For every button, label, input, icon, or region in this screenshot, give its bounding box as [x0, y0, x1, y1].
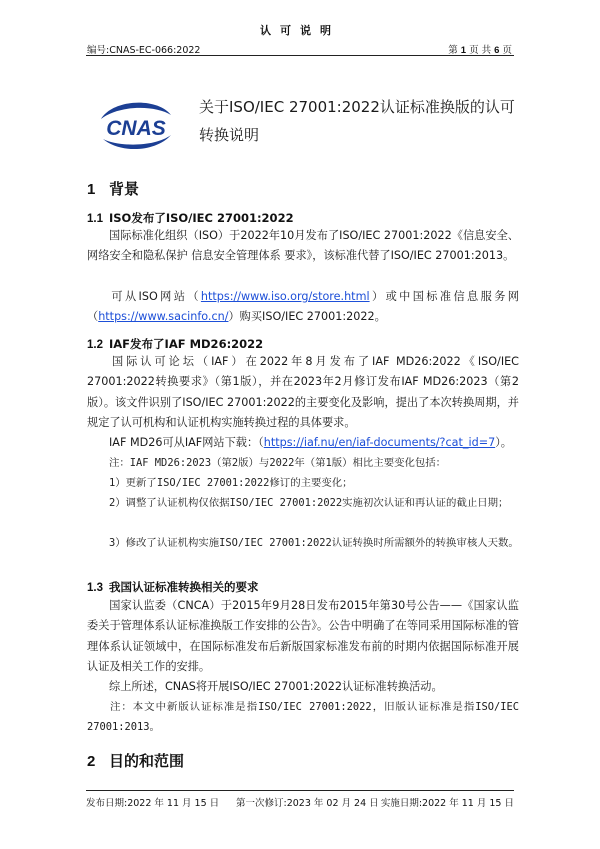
footer-issue-date: 发布日期:2022 年 11 月 15 日	[86, 798, 220, 809]
note-item: 2）调整了认证机构仅依据ISO/IEC 27001:2022实施初次认证和再认证的截止日期；	[109, 497, 509, 509]
section-1-3-note: 注：本文中新版认证标准是指ISO/IEC 27001:2022，旧版认证标准是指ISO/IEC 27001:2013。	[87, 701, 519, 734]
note-item: 3）修改了认证机构实施ISO/IEC 27001:2022认证转换时所需额外的转换审核人天数。	[109, 537, 519, 549]
page-indicator: 第 1 页 共 6 页	[448, 45, 512, 56]
footer-revision-date: 第一次修订:2023 年 02 月 24 日	[236, 798, 379, 809]
header-divider	[86, 55, 514, 56]
sacinfo-link[interactable]: https://www.sacinfo.cn/	[98, 310, 229, 324]
logo-text: CNAS	[106, 117, 166, 140]
section-1-heading: 1 背景	[87, 180, 140, 198]
page-total: 6	[494, 45, 500, 56]
section-1-2-note: 注：IAF MD26:2023（第2版）与2022年（第1版）相比主要变化包括：	[109, 457, 447, 469]
iaf-documents-link[interactable]: https://iaf.nu/en/iaf-documents/?cat_id=7	[263, 436, 496, 449]
section-1-2-paragraph-1: 国际认可论坛（IAF）在2022年8月发布了IAF MD26:2022《ISO/IEC 27001:2022转换要求》（第1版），并在2023年2月修订发布IAF MD26:2023（第2版）。该文件识别了ISO/IEC 27001:2022的主要变化及影响，提出了本次转换周期，并规定了认可机构和认证机构实施转换过程的具体要求。	[87, 355, 519, 430]
footer-implementation-date: 实施日期:2022 年 11 月 15 日	[380, 798, 514, 809]
document-title: 关于ISO/IEC 27001:2022认证标准换版的认可转换说明	[199, 98, 515, 144]
document-number: 编号:CNAS-EC-066:2022	[87, 45, 201, 56]
section-1-1-paragraph-2: 可从ISO网站（https://www.iso.org/store.html）或中国标准信息服务网（https://www.sacinfo.cn/）购买ISO/IEC 27001:2022。	[87, 290, 519, 324]
section-1-2-paragraph-2: IAF MD26可从IAF网站下载：（https://iaf.nu/en/iaf-documents/?cat_id=7）。	[109, 436, 512, 449]
section-1-1-heading: 1.1 ISO发布了ISO/IEC 27001:2022	[87, 211, 294, 225]
section-1-2-heading: 1.2 IAF发布了IAF MD26:2022	[87, 337, 264, 351]
header-title: 认可说明	[260, 24, 340, 37]
footer-divider	[86, 790, 514, 791]
section-2-heading: 2 目的和范围	[87, 752, 185, 770]
iso-store-link[interactable]: https://www.iso.org/store.html	[200, 290, 370, 303]
cnas-logo	[95, 95, 177, 155]
section-1-3-paragraph-2: 综上所述，CNAS将开展ISO/IEC 27001:2022认证标准转换活动。	[109, 680, 443, 693]
note-item: 1）更新了ISO/IEC 27001:2022修订的主要变化；	[109, 477, 353, 489]
section-1-3-paragraph-1: 国家认监委（CNCA）于2015年9月28日发布2015年第30号公告——《国家认监委关于管理体系认证标准换版工作安排的公告》。公告中明确了在等同采用国际标准的管理体系认证领域中，在国际标准发布后新版国家标准发布前的时期内依据国际标准开展认证及相关工作的安排。	[87, 599, 519, 674]
page-current: 1	[460, 45, 467, 56]
section-1-1-paragraph-1: 国际标准化组织（ISO）于2022年10月发布了ISO/IEC 27001:2022《信息安全、网络安全和隐私保护 信息安全管理体系 要求》，该标准代替了ISO/IEC 27001:2013。	[87, 229, 519, 263]
section-1-3-heading: 1.3 我国认证标准转换相关的要求	[87, 580, 259, 594]
